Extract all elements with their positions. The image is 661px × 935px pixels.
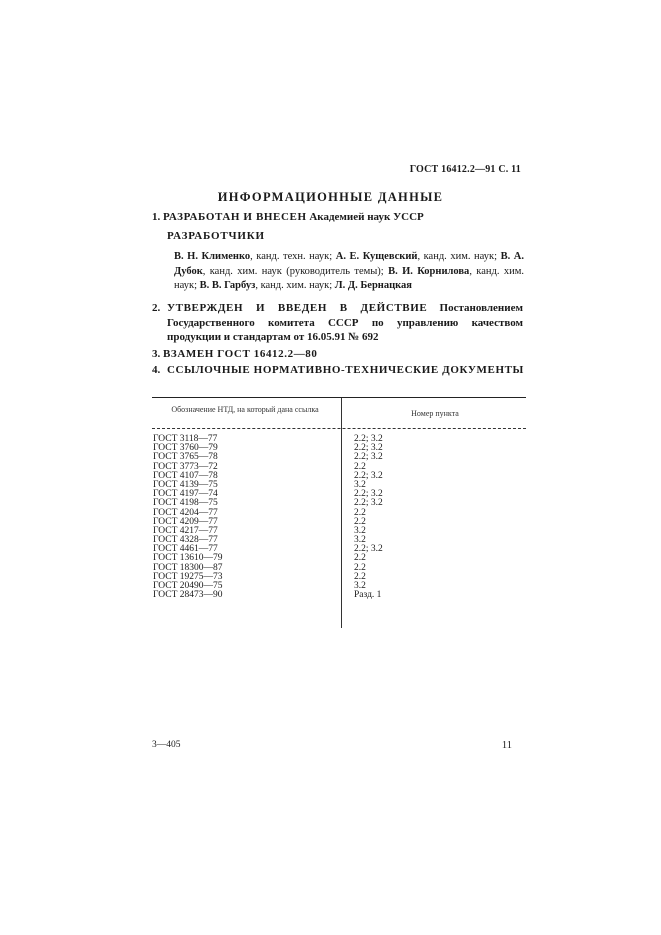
- table-header-rule: [152, 428, 526, 429]
- table-cell-item: 2.2: [354, 562, 366, 573]
- section-heading: УТВЕРЖДЕН И ВВЕДЕН В ДЕЙСТВИЕ: [167, 302, 428, 314]
- section-number: 3.: [152, 348, 161, 360]
- table-cell-doc: ГОСТ 4139—75: [153, 479, 218, 490]
- table-cell-item: 2.2; 3.2: [354, 434, 383, 444]
- section-heading: ССЫЛОЧНЫЕ НОРМАТИВНО-ТЕХНИЧЕСКИЕ ДОКУМЕНТЫ: [167, 364, 524, 376]
- table-cell-item: 2.2: [354, 516, 366, 527]
- table-cell-doc: ГОСТ 4217—77: [153, 525, 218, 536]
- table-cell-item: 2.2; 3.2: [354, 489, 383, 500]
- section-3: [152, 347, 318, 361]
- page-title: ИНФОРМАЦИОННЫЕ ДАННЫЕ: [217, 190, 444, 204]
- table-cell-doc: ГОСТ 3118—77: [153, 434, 218, 444]
- table-top-rule: [152, 397, 526, 398]
- table-cell-item: 2.2; 3.2: [354, 452, 383, 463]
- table-cell-doc: ГОСТ 3773—72: [153, 461, 218, 472]
- table-cell-doc: ГОСТ 4197—74: [153, 489, 218, 500]
- table-cell-doc: ГОСТ 4328—77: [153, 535, 218, 546]
- table-cell-doc: ГОСТ 20490—75: [153, 581, 223, 591]
- table-cell-doc: ГОСТ 4461—77: [153, 544, 218, 555]
- author-name: А. Е. Кущевский: [335, 251, 418, 262]
- table-column-divider: [341, 398, 342, 628]
- author-note: , канд. хим. наук;: [255, 280, 335, 291]
- table-cell-item: Разд. 1: [354, 590, 382, 601]
- section-body: [167, 301, 523, 345]
- section-number: 4.: [152, 364, 161, 376]
- table-cell-doc: ГОСТ 19275—73: [153, 571, 223, 582]
- table-cell-item: 3.2: [354, 479, 366, 490]
- table-cell-doc: ГОСТ 4209—77: [153, 516, 218, 527]
- author-name: В. Н. Клименко: [174, 251, 251, 262]
- page-number: 11: [501, 740, 512, 751]
- section-number: 1.: [152, 211, 161, 223]
- section-number: 2.: [152, 302, 161, 314]
- author-note: , канд. хим. наук (руководитель темы);: [202, 265, 389, 277]
- table-doc-column: [153, 435, 223, 600]
- table-cell-item: 2.2: [354, 507, 366, 518]
- section-text: Постановлением Государственного комитета СССР по управлению качеством продукции и стандартам от 16.05.91 № 692: [167, 302, 523, 343]
- table-cell-item: 3.2: [354, 525, 366, 536]
- table-cell-doc: ГОСТ 4107—78: [153, 470, 218, 481]
- table-header-item: Номер пункта: [411, 409, 459, 418]
- author-name: В. В. Гарбуз: [199, 280, 256, 291]
- author-note: , канд. хим. наук;: [174, 265, 524, 291]
- table-cell-doc: ГОСТ 28473—90: [153, 590, 223, 601]
- table-cell-doc: ГОСТ 18300—87: [153, 562, 223, 573]
- section-text: Академией наук УССР: [306, 211, 424, 223]
- table-cell-item: 2.2; 3.2: [354, 470, 383, 481]
- table-cell-doc: ГОСТ 3760—79: [153, 443, 218, 454]
- authors-list: [174, 250, 524, 294]
- table-cell-doc: ГОСТ 3765—78: [153, 452, 218, 463]
- table-cell-item: 3.2: [354, 535, 366, 546]
- footer-code: 3—405: [152, 740, 181, 750]
- author-note: , канд. хим. наук;: [417, 251, 501, 262]
- author-name: В. И. Корнилова: [388, 265, 470, 277]
- table-cell-item: 2.2; 3.2: [354, 443, 383, 454]
- table-cell-item: 2.2: [354, 571, 366, 582]
- table-cell-doc: ГОСТ 13610—79: [153, 553, 223, 564]
- section-heading: РАЗРАБОТАН И ВНЕСЕН: [163, 211, 307, 223]
- table-cell-doc: ГОСТ 4204—77: [153, 507, 218, 518]
- section-1: [152, 210, 532, 224]
- author-name: Л. Д. Бернацкая: [334, 280, 412, 291]
- author-name: В. А. Дубок: [174, 251, 525, 277]
- table-cell-item: 2.2: [354, 461, 366, 472]
- table-item-column: [354, 435, 383, 600]
- author-note: , канд. техн. наук;: [250, 251, 336, 262]
- section-heading: ВЗАМЕН ГОСТ 16412.2—80: [163, 348, 318, 360]
- page-header: ГОСТ 16412.2—91 С. 11: [409, 164, 521, 175]
- table-cell-item: 3.2: [354, 581, 366, 591]
- table-header-doc: Обозначение НТД, на который дана ссылка: [171, 405, 319, 414]
- table-cell-item: 2.2: [354, 553, 366, 564]
- table-cell-item: 2.2; 3.2: [354, 544, 383, 555]
- table-cell-doc: ГОСТ 4198—75: [153, 498, 218, 509]
- developers-heading: РАЗРАБОТЧИКИ: [167, 230, 265, 242]
- table-cell-item: 2.2; 3.2: [354, 498, 383, 509]
